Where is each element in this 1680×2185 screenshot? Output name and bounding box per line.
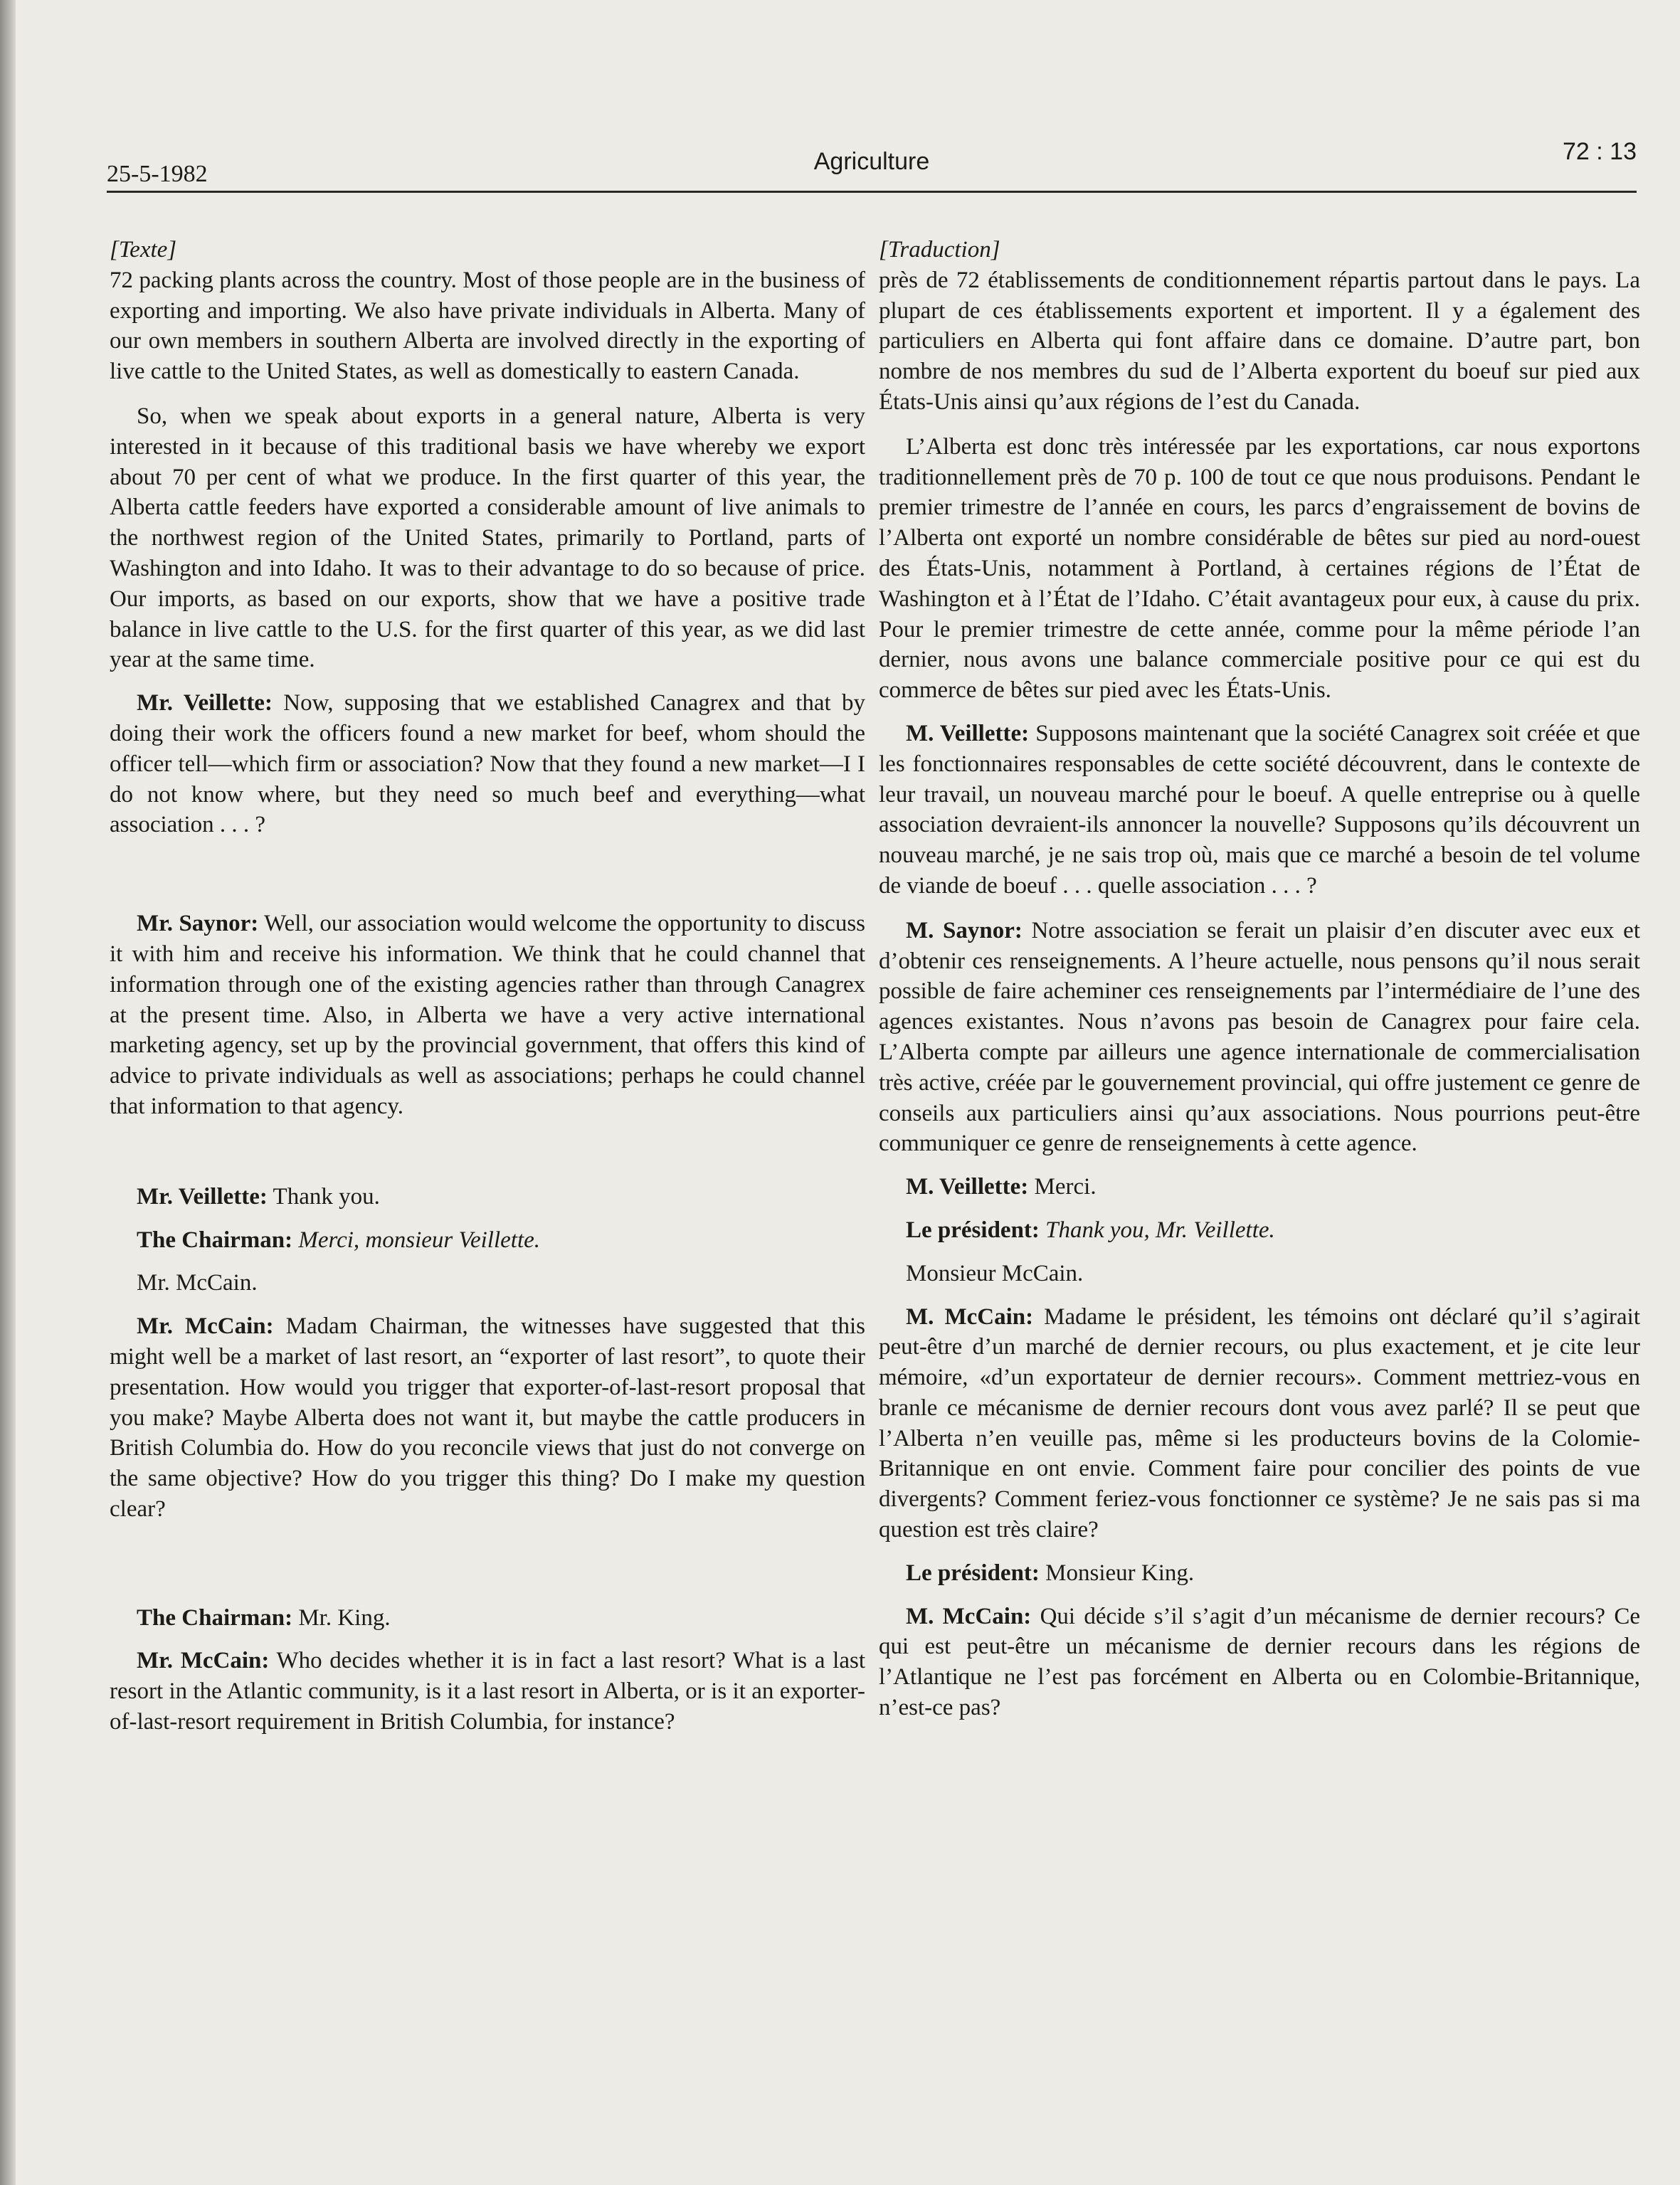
speaker-name: Mr. Veillette: bbox=[137, 1183, 268, 1210]
speaker-turn bbox=[110, 1182, 865, 1212]
speaker-turn bbox=[110, 1603, 865, 1634]
speaker-turn bbox=[110, 909, 865, 1122]
speaker-turn bbox=[110, 1225, 865, 1256]
speaker-name: Le président: bbox=[906, 1560, 1040, 1586]
language-label: [Texte] bbox=[110, 237, 177, 263]
page-edge-shadow bbox=[0, 0, 16, 2185]
speech-text: Monsieur McCain. bbox=[906, 1260, 1084, 1286]
speaker-turn bbox=[110, 1311, 865, 1525]
speech-text: Madam Chairman, the witnesses have suggested that this might well be a market of last resort, an “exporter of last resort”, to quote their presentation. How would you trigger that exporter-of-last-resort proposal that you make? Maybe Alberta does not want it, but maybe the cattle producers in British Columbia do. How do you reconcile views that just do not converge on the same objective? How do you trigger this thing? Do I make my question clear? bbox=[110, 1313, 865, 1522]
speaker-turn bbox=[879, 1172, 1640, 1202]
speech-text: Merci. bbox=[1028, 1174, 1097, 1200]
paragraph: 72 packing plants across the country. Most of those people are in the business of exporting and importing. We also have private individuals in Alberta. Many of our own members in southern Alberta are involved directly in the exporting of live cattle to the United States, as well as domestically to eastern Canada. bbox=[110, 267, 865, 385]
header-date: 25-5-1982 bbox=[107, 161, 208, 187]
speech-text: Thank you. bbox=[267, 1183, 380, 1210]
header-page-number: 72 : 13 bbox=[1563, 138, 1637, 165]
speaker-turn bbox=[879, 1558, 1640, 1589]
document-page bbox=[16, 0, 1680, 2185]
speech-text: Supposons maintenant que la société Canagrex soit créée et que les fonctionnaires responsables de cette société découvrent, dans le contexte de leur travail, un nouveau marché pour le boeuf. A quelle entreprise ou à quelle association devraient-ils annoncer la nouvelle? Supposons qu’ils découvrent un nouveau marché, je ne sais trop où, mais que ce marché a besoin de tel volume de viande de boeuf . . . quelle association . . . ? bbox=[879, 720, 1640, 899]
speaker-name: M. Veillette: bbox=[906, 1174, 1029, 1200]
paragraph: L’Alberta est donc très intéressée par les exportations, car nous exportons traditionnellement près de 70 p. 100 de tout ce que nous produisons. Pendant le premier trimestre de l’année en cours, les parcs d’engraissement de bovins de l’Alberta ont exporté un nombre considérable de bêtes sur pied au nord-ouest des États-Unis, notamment à Portland, à certaines régions de l’État de Washington et à l’État de l’Idaho. C’était avantageux pour eux, à cause du prix. Pour le premier trimestre de cette année, comme pour la même période l’an dernier, nous avons une balance commerciale positive pour ce qui est du commerce de bêtes sur pied avec les États-Unis. bbox=[879, 433, 1640, 704]
speaker-turn bbox=[110, 688, 865, 840]
speaker-name: M. McCain: bbox=[906, 1303, 1034, 1330]
language-label: [Traduction] bbox=[879, 237, 1000, 263]
speaker-name: M. Saynor: bbox=[906, 917, 1023, 943]
speaker-name: The Chairman: bbox=[137, 1604, 293, 1631]
speaker-name: Mr. McCain: bbox=[137, 1648, 270, 1674]
paragraph: près de 72 établissements de conditionnement répartis partout dans le pays. La plupart de ces établissements exportent et importent. Il y a également des particuliers en Alberta qui font affaire dans ce domaine. D’autre part, bon nombre de nos membres du sud de l’Alberta exportent du boeuf sur pied aux États-Unis ainsi qu’aux régions de l’est du Canada. bbox=[879, 267, 1640, 415]
french-column bbox=[879, 235, 1640, 1723]
speech-text: Well, our association would welcome the opportunity to discuss it with him and receive his information. We think that he could channel that information through one of the existing agencies rather than through Canagrex at the present time. Also, in Alberta we have a very active international marketing agency, set up by the provincial government, that offers this kind of advice to private individuals as well as associations; perhaps he could channel that information to that agency. bbox=[110, 911, 865, 1119]
speech-text: Merci, monsieur Veillette. bbox=[298, 1227, 541, 1253]
speech-text: Mr. King. bbox=[292, 1604, 391, 1631]
speech-text: Madame le président, les témoins ont déclaré qu’il s’agirait peut-être d’un marché de dernier recours, ou plus exactement, et je cite leur mémoire, «d’un exportateur de dernier recours». Comment mettriez-vous en branle ce mécanisme de dernier recours dont vous avez parlé? Il se peut que l’Alberta n’en veuille pas, même si les producteurs bovins de la Colomie-Britannique en ont envie. Comment faire pour concilier des points de vue divergents? Comment feriez-vous fonctionner ce système? Je ne sais pas si ma question est très claire? bbox=[879, 1303, 1640, 1543]
speech-text: Monsieur King. bbox=[1039, 1560, 1195, 1586]
speaker-name: M. McCain: bbox=[906, 1603, 1032, 1629]
speaker-name: The Chairman: bbox=[137, 1227, 293, 1253]
speech-text: Thank you, Mr. Veillette. bbox=[1045, 1217, 1275, 1243]
speaker-turn bbox=[879, 1215, 1640, 1246]
speaker-name: Mr. McCain: bbox=[137, 1313, 274, 1340]
speaker-name: M. Veillette: bbox=[906, 720, 1030, 746]
speaker-turn bbox=[879, 1602, 1640, 1723]
speaker-turn bbox=[879, 916, 1640, 1159]
page-header bbox=[107, 139, 1637, 193]
speech-text: Who decides whether it is in fact a last resort? What is a last resort in the Atlantic community, is it a last resort in Alberta, or is it an exporter-of-last-resort requirement in British Columbia, for instance? bbox=[110, 1648, 865, 1735]
english-column bbox=[110, 235, 865, 1737]
speaker-turn bbox=[879, 1302, 1640, 1545]
speaker-name: Le président: bbox=[906, 1217, 1040, 1243]
speaker-turn bbox=[879, 719, 1640, 901]
speech-text: Notre association se ferait un plaisir d’en discuter avec eux et d’obtenir ces renseignements. A l’heure actuelle, nous pensons qu’il nous serait possible de faire acheminer ces renseignements par l’intermédiaire de l’une des agences existantes. Nous n’avons pas besoin de Canagrex pour faire cela. L’Alberta compte par ailleurs une agence internationale de commercialisation très active, créée par le gouvernement provincial, qui offre justement ce genre de conseils aux particuliers ainsi qu’aux associations. Nous pourrions peut-être communiquer ce genre de renseignements à cette agence. bbox=[879, 917, 1640, 1157]
speech-text: Mr. McCain. bbox=[137, 1270, 258, 1296]
header-section-title: Agriculture bbox=[813, 148, 930, 175]
speaker-name: Mr. Veillette: bbox=[137, 690, 273, 716]
speech-text: Now, supposing that we established Canagrex and that by doing their work the officers found a new market for beef, whom should the officer tell—which firm or association? Now that they found a new market—I I do not know where, but they need so much beef and everything—what association . . . ? bbox=[110, 690, 865, 838]
speaker-turn bbox=[110, 1646, 865, 1737]
paragraph: So, when we speak about exports in a general nature, Alberta is very interested in it because of this traditional basis we have whereby we export about 70 per cent of what we produce. In the first quarter of this year, the Alberta cattle feeders have exported a considerable amount of live animals to the northwest region of the United States, primarily to Portland, parts of Washington and into Idaho. It was to their advantage to do so because of price. Our imports, as based on our exports, show that we have a positive trade balance in live cattle to the U.S. for the first quarter of this year, as we did last year at the same time. bbox=[110, 403, 865, 673]
speaker-name: Mr. Saynor: bbox=[137, 911, 259, 937]
speech-text: Qui décide s’il s’agit d’un mécanisme de dernier recours? Ce qui est peut-être un mécanisme de dernier recours dans les régions de l’Atlantique ne l’est pas forcément en Alberta ou en Colombie-Britannique, n’est-ce pas? bbox=[879, 1603, 1640, 1721]
